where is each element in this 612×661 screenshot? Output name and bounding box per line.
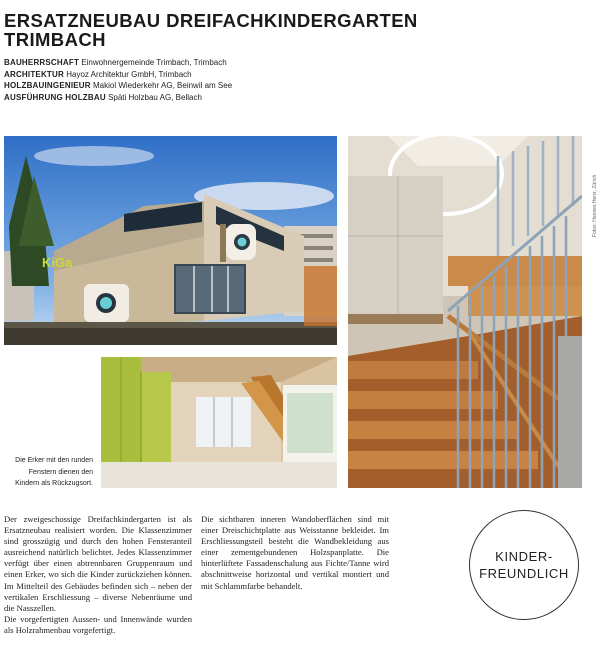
kiga-sign: KiGa [42, 255, 73, 270]
caption-line: Kindern als Rückzugsort. [15, 480, 93, 487]
paragraph: Die vorgefertigten Aussen- und Innenwände wurden als Holzrahmenbau vorgefertigt. [4, 613, 192, 635]
badge-line-2: FREUNDLICH [479, 566, 569, 581]
article-title [4, 11, 444, 49]
credit-value: Einwohnergemeinde Trimbach, Trimbach [81, 58, 227, 67]
credit-label: AUSFÜHRUNG HOLZBAU [4, 92, 106, 102]
caption-line: Die Erker mit den runden [15, 457, 93, 464]
body-column-1 [4, 514, 192, 636]
credit-value: Makiol Wiederkehr AG, Beinwil am See [93, 81, 233, 90]
badge-line-1: KINDER- [495, 549, 553, 564]
photo-stairwell [348, 136, 582, 488]
credit-value: Hayoz Architektur GmbH, Trimbach [66, 69, 192, 79]
title-line-2: TRIMBACH [4, 29, 106, 50]
paragraph: Die sichtbaren inneren Wandoberflächen sind mit einer Dreischichtplatte aus Weisstanne bekleidet. Im Erschliessungsteil besteht die Wandbekleidung aus einer zementgebundenen Holzspanplatte. Die hinterlüftete Fassadenschalung aus Fichte/Tanne wird abschnittweise horizontal und vertikal montiert und mit Schlammfarbe behandelt. [201, 514, 389, 591]
credit-row [4, 80, 424, 92]
photo-classroom-interior [101, 357, 337, 488]
credit-label: BAUHERRSCHAFT [4, 58, 80, 67]
caption-line: Fenstern dienen den [28, 468, 93, 476]
credit-value: Späti Holzbau AG, Bellach [108, 92, 202, 102]
image-caption [4, 455, 93, 490]
credit-row [4, 69, 424, 81]
credit-label: ARCHITEKTUR [4, 69, 64, 79]
title-line-1: ERSATZNEUBAU DREIFACHKINDERGARTEN [4, 10, 418, 31]
project-credits [4, 57, 424, 103]
credit-row [4, 92, 424, 104]
kinderfreundlich-badge [469, 510, 579, 620]
credit-label: HOLZBAUINGENIEUR [4, 81, 91, 90]
body-column-2 [201, 514, 389, 592]
photo-building-exterior [4, 136, 337, 345]
photo-credit: Fotos: Hannes Henz, Zürich [592, 174, 598, 237]
credit-row [4, 57, 424, 69]
paragraph: Der zweigeschossige Dreifachkindergarten ist als Ersatzneubau realisiert worden. Die Klassenzimmer sind grosszügig und durch den hohen Fensteranteil ausreichend natürlich belichtet. Jedes Klassenzimmer verfügt über einen abtrennbaren Gruppenraum und einen Erker, wo sich die Kinder zurückziehen können. Im Mittelteil des Gebäudes befinden sich – neben der vertikalen Erschliessung – diverse Nebenräume und die Nasszellen. [4, 514, 192, 613]
